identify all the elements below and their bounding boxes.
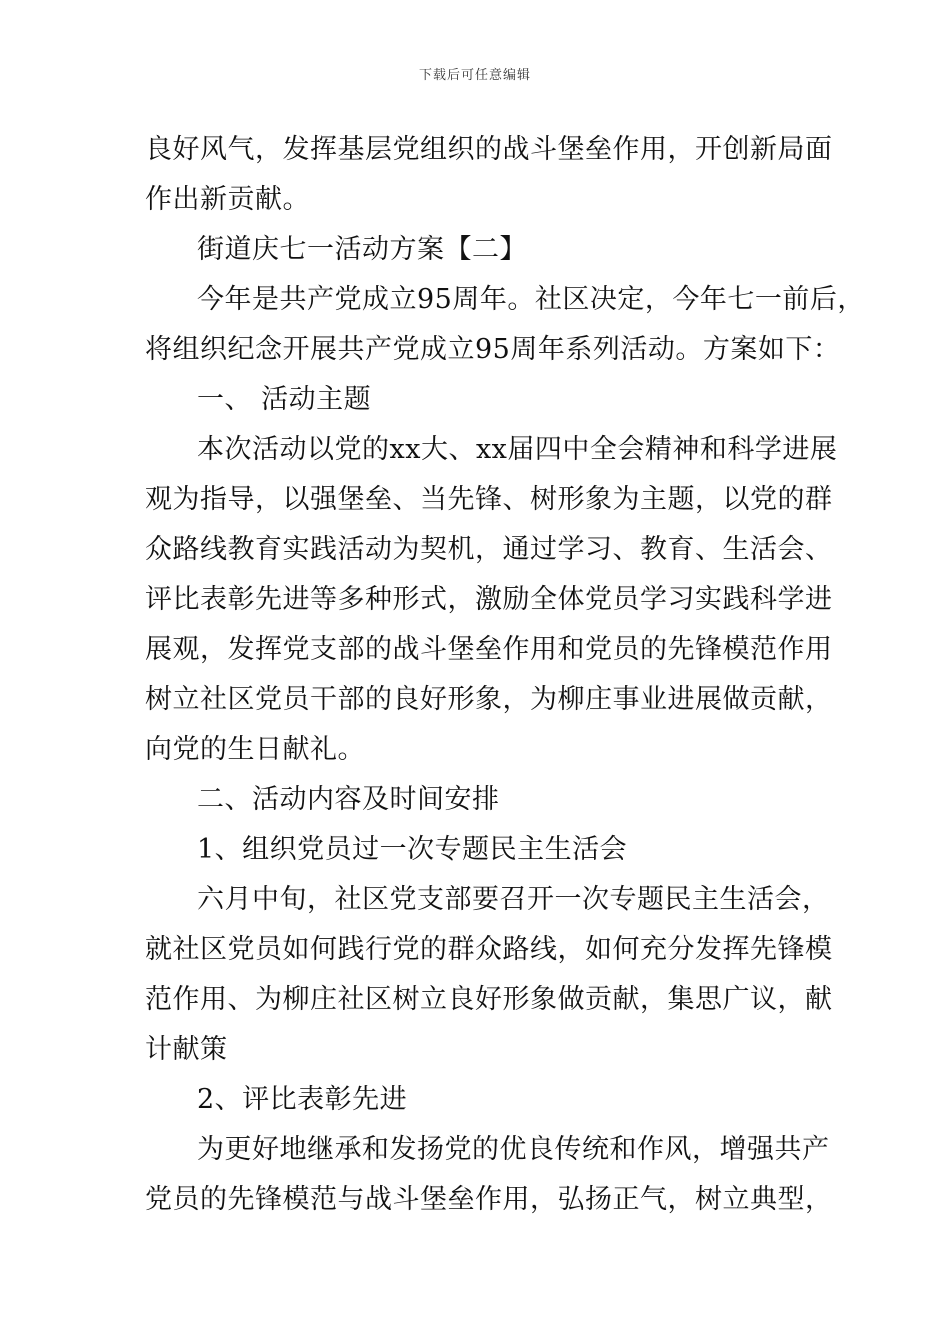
text-line: 就社区党员如何践行党的群众路线，如何充分发挥先锋模 bbox=[145, 934, 833, 965]
heading-activity-theme: 一、 活动主题 bbox=[197, 384, 372, 415]
text-line: 作出新贡献。 bbox=[145, 184, 310, 215]
subheading-democratic-meeting: 1、组织党员过一次专题民主生活会 bbox=[197, 834, 628, 865]
paragraph-start: 六月中旬，社区党支部要召开一次专题民主生活会， bbox=[197, 884, 830, 915]
document-body bbox=[145, 125, 865, 1225]
text-line: 计献策 bbox=[145, 1034, 228, 1065]
text-line: 将组织纪念开展共产党成立95周年系列活动。方案如下： bbox=[145, 334, 841, 365]
text-line: 党员的先锋模范与战斗堡垒作用，弘扬正气，树立典型， bbox=[145, 1184, 833, 1215]
text-line: 树立社区党员干部的良好形象，为柳庄事业进展做贡献， bbox=[145, 684, 833, 715]
paragraph-start: 本次活动以党的xx大、xx届四中全会精神和科学进展 bbox=[197, 434, 838, 465]
paragraph-start: 为更好地继承和发扬党的优良传统和作风，增强共产 bbox=[197, 1134, 830, 1165]
text-line: 良好风气，发挥基层党组织的战斗堡垒作用，开创新局面 bbox=[145, 134, 833, 165]
text-line: 展观，发挥党支部的战斗堡垒作用和党员的先锋模范作用 bbox=[145, 634, 833, 665]
text-line: 范作用、为柳庄社区树立良好形象做贡献，集思广议，献 bbox=[145, 984, 833, 1015]
text-line: 观为指导，以强堡垒、当先锋、树形象为主题，以党的群 bbox=[145, 484, 833, 515]
page-header: 下载后可任意编辑 bbox=[418, 68, 531, 83]
heading-activity-schedule: 二、活动内容及时间安排 bbox=[197, 784, 500, 815]
paragraph-start: 今年是共产党成立95周年。社区决定，今年七一前后， bbox=[197, 284, 865, 315]
text-line: 评比表彰先进等多种形式，激励全体党员学习实践科学进 bbox=[145, 584, 833, 615]
text-line: 众路线教育实践活动为契机，通过学习、教育、生活会、 bbox=[145, 534, 833, 565]
subheading-commendation: 2、评比表彰先进 bbox=[197, 1084, 408, 1115]
text-line: 向党的生日献礼。 bbox=[145, 734, 365, 765]
section-title: 街道庆七一活动方案【二】 bbox=[197, 234, 527, 265]
